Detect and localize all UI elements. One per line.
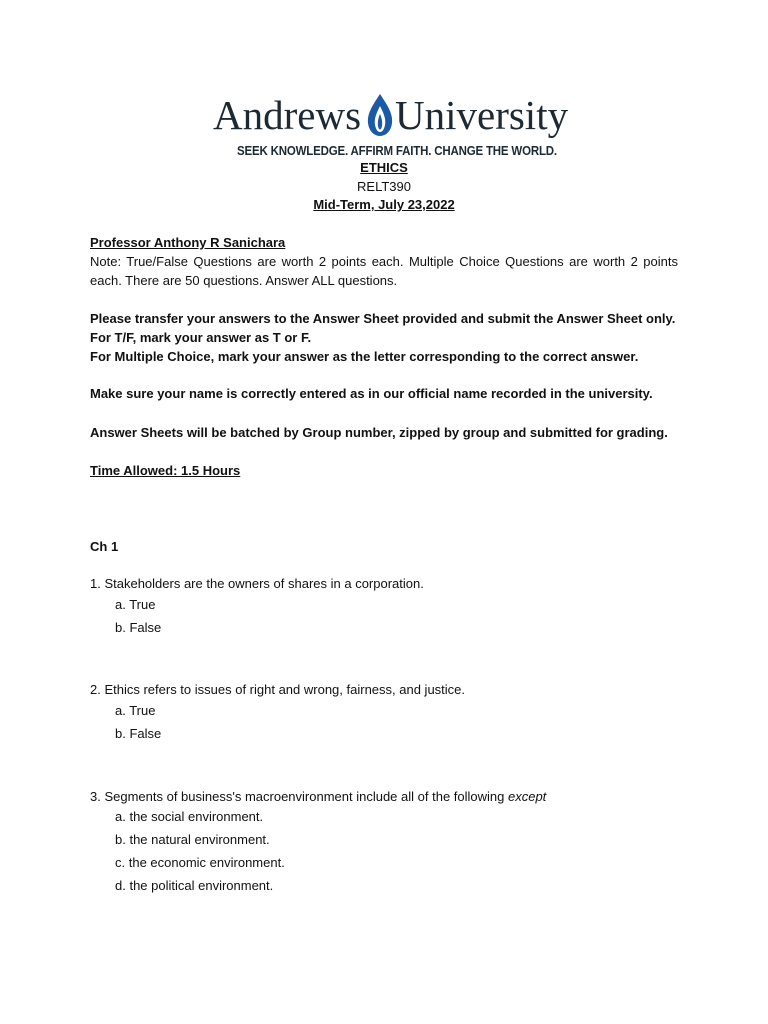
question-2: 2. Ethics refers to issues of right and wrong, fairness, and justice.	[90, 682, 466, 697]
logo-right-word: University	[395, 92, 569, 138]
question-1-option-a: a. True	[115, 597, 156, 612]
question-3-text: 3. Segments of business's macroenvironment include all of the following	[90, 789, 508, 804]
question-3-emphasis: except	[507, 789, 547, 804]
time-allowed: Time Allowed: 1.5 Hours	[90, 463, 241, 478]
question-3	[90, 787, 546, 806]
note-paragraph: Note: True/False Questions are worth 2 points each. Multiple Choice Questions are worth 2 points each. There are 50 questions. Answer ALL questions.	[90, 254, 678, 288]
question-3-option-a: a. the social environment.	[115, 809, 264, 824]
name-instruction: Make sure your name is correctly entered as in our official name recorded in the university.	[90, 386, 653, 401]
exam-title: Mid-Term, July 23,2022	[313, 197, 455, 212]
flame-icon	[362, 92, 398, 138]
logo-left-word: Andrews	[213, 92, 362, 138]
question-2-option-a: a. True	[115, 703, 156, 718]
question-3-option-d: d. the political environment.	[115, 878, 274, 893]
question-3-option-b: b. the natural environment.	[115, 832, 270, 847]
university-logo	[213, 92, 569, 162]
logo-tagline: SEEK KNOWLEDGE. AFFIRM FAITH. CHANGE THE WORLD.	[237, 144, 557, 158]
professor-name: Professor Anthony R Sanichara	[90, 235, 286, 250]
chapter-heading: Ch 1	[90, 539, 119, 554]
course-code: RELT390	[357, 179, 411, 194]
tf-instruction: For T/F, mark your answer as T or F.	[90, 330, 312, 345]
question-3-option-c: c. the economic environment.	[115, 855, 285, 870]
question-2-option-b: b. False	[115, 726, 162, 741]
subject-title: ETHICS	[360, 160, 408, 175]
batch-instruction: Answer Sheets will be batched by Group number, zipped by group and submitted for grading.	[90, 425, 668, 440]
question-1-option-b: b. False	[115, 620, 162, 635]
transfer-instruction: Please transfer your answers to the Answer Sheet provided and submit the Answer Sheet only.	[90, 311, 676, 326]
mc-instruction: For Multiple Choice, mark your answer as the letter corresponding to the correct answer.	[90, 349, 639, 364]
question-1: 1. Stakeholders are the owners of shares in a corporation.	[90, 576, 424, 591]
